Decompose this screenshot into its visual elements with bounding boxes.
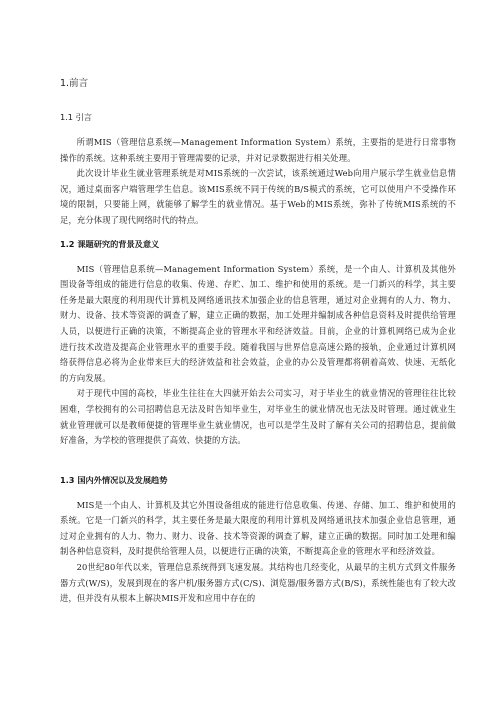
paragraph-1-3-a: MIS是一个由人、计算机及其它外围设备组成的能进行信息收集、传递、存储、加工、维护和使用的系统。它是一门新兴的科学，其主要任务是最大限度的利用计算机及网络通讯技术加强企业信息管理，通过对企业拥有的人力、物力、财力、设备、技术等资源的调查了解，建立正确的数据。同时加工处理和编制各种信息资料，及时提供给管理人员，以便进行正确的决策，不断提高企业的管理水平和经济效益。 [60, 499, 456, 557]
paragraph-1-1-a: 所谓MIS（管理信息系统—Management Information System）系统，主要指的是进行日常事物操作的系统。这种系统主要用于管理需要的记录，并对记录数据进行相关处理。 [60, 137, 456, 163]
paragraph-1-2-a: MIS（管理信息系统—Management Information System）系统，是一个由人、计算机及其他外围设备等组成的能进行信息的收集、传递、存贮、加工、维护和使用的系统。是一门新兴的科学，其主要任务是最大限度的利用现代计算机及网络通讯技术加强企业的信息管理，通过对企业拥有的人力、物力、财力、设备、技术等资源的调查了解，建立正确的数据，加工处理并编制成各种信息资料及时提供给管理人员，以便进行正确的决策，不断提高企业的管理水平和经济效益。目前，企业的计算机网络已成为企业进行技术改造及提高企业管理水平的重要手段。随着我国与世界信息高速公路的接轨，企业通过计算机网络获得信息必将为企业带来巨大的经济效益和社会效益，企业的办公及管理都将朝着高效、快速、无纸化的方向发展。 [60, 263, 456, 383]
section-heading-1-3: 1.3 国内外情况以及发展趋势 [60, 474, 168, 485]
paragraph-1-1-b: 此次设计毕业生就业管理系统是对MIS系统的一次尝试，该系统通过Web向用户展示学生就业信息情况，通过桌面客户端管理学生信息。该MIS系统不同于传统的B/S模式的系统，它可以使用户不受操作环境的限制，只要能上网，就能够了解学生的就业情况。基于Web的MIS系统，弥补了传统MIS系统的不足，充分体现了现代网络时代的特点。 [60, 168, 456, 225]
section-heading-1-2: 1.2 课题研究的背景及意义 [60, 238, 160, 249]
paragraph-1-2-b: 对于现代中国的高校，毕业生往往在大四就开始去公司实习，对于毕业生的就业情况的管理往往比较困难，学校拥有的公司招聘信息无法及时告知毕业生，对毕业生的就业情况也无法及时管理。通过就业生就业管理就可以是教师便捷的管理毕业生就业情况，也可以是学生及时了解有关公司的招聘信息，提前做好准备，为学校的管理提供了高效、快捷的方法。 [60, 388, 456, 446]
section-heading-1-1: 1.1 引言 [60, 112, 92, 122]
document-body [60, 78, 456, 607]
chapter-title: 1.前言 [60, 78, 89, 89]
paragraph-1-3-b: 20世纪80年代以来，管理信息系统得到飞速发展。其结构也几经变化，从最早的主机方式到文件服务器方式(W/S)，发展到现在的客户机/服务器方式(C/S)、浏览器/服务器方式(B/S)，系统性能也有了较大改进，但并没有从根本上解决MIS开发和应用中存在的 [60, 562, 456, 604]
